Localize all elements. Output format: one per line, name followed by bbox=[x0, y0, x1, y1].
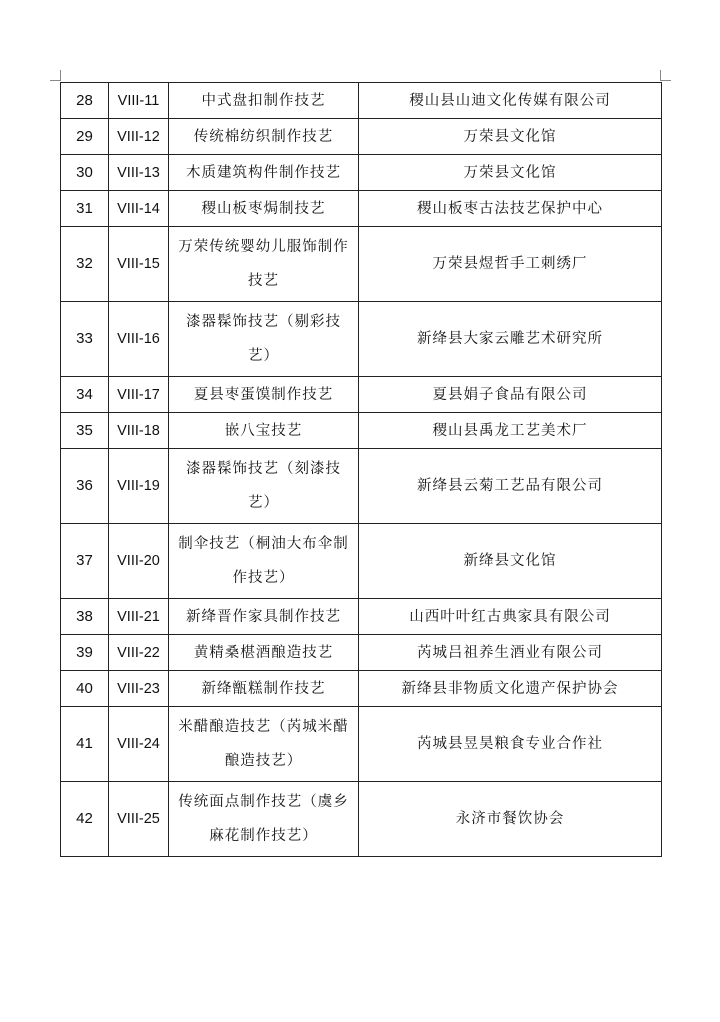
item-name: 稷山板枣焗制技艺 bbox=[169, 191, 359, 227]
row-number: 29 bbox=[61, 119, 109, 155]
protection-unit: 万荣县煜哲手工刺绣厂 bbox=[359, 227, 662, 302]
protection-unit: 稷山县禹龙工艺美术厂 bbox=[359, 413, 662, 449]
item-code: VIII-23 bbox=[109, 671, 169, 707]
item-code: VIII-20 bbox=[109, 524, 169, 599]
table-row bbox=[61, 377, 662, 413]
row-number: 41 bbox=[61, 707, 109, 782]
row-number: 37 bbox=[61, 524, 109, 599]
item-code: VIII-19 bbox=[109, 449, 169, 524]
table-row bbox=[61, 227, 662, 302]
table-row bbox=[61, 599, 662, 635]
item-name: 木质建筑构件制作技艺 bbox=[169, 155, 359, 191]
item-name: 漆器髹饰技艺（刻漆技艺） bbox=[169, 449, 359, 524]
item-name: 嵌八宝技艺 bbox=[169, 413, 359, 449]
protection-unit: 万荣县文化馆 bbox=[359, 155, 662, 191]
row-number: 38 bbox=[61, 599, 109, 635]
protection-unit: 稷山板枣古法技艺保护中心 bbox=[359, 191, 662, 227]
protection-unit: 新绛县文化馆 bbox=[359, 524, 662, 599]
item-code: VIII-13 bbox=[109, 155, 169, 191]
protection-unit: 新绛县大家云雕艺术研究所 bbox=[359, 302, 662, 377]
item-code: VIII-14 bbox=[109, 191, 169, 227]
row-number: 36 bbox=[61, 449, 109, 524]
row-number: 34 bbox=[61, 377, 109, 413]
table-row bbox=[61, 707, 662, 782]
table-row bbox=[61, 83, 662, 119]
protection-unit: 新绛县云菊工艺品有限公司 bbox=[359, 449, 662, 524]
protection-unit: 夏县娟子食品有限公司 bbox=[359, 377, 662, 413]
table-row bbox=[61, 413, 662, 449]
crop-mark-top-right bbox=[660, 70, 671, 81]
item-name: 万荣传统婴幼儿服饰制作技艺 bbox=[169, 227, 359, 302]
item-code: VIII-12 bbox=[109, 119, 169, 155]
table-row bbox=[61, 524, 662, 599]
item-code: VIII-17 bbox=[109, 377, 169, 413]
protection-unit: 稷山县山迪文化传媒有限公司 bbox=[359, 83, 662, 119]
item-code: VIII-21 bbox=[109, 599, 169, 635]
table-row bbox=[61, 119, 662, 155]
item-name: 制伞技艺（桐油大布伞制作技艺） bbox=[169, 524, 359, 599]
table-row bbox=[61, 671, 662, 707]
table-row bbox=[61, 302, 662, 377]
protection-unit: 芮城县昱昊粮食专业合作社 bbox=[359, 707, 662, 782]
row-number: 40 bbox=[61, 671, 109, 707]
row-number: 30 bbox=[61, 155, 109, 191]
item-code: VIII-18 bbox=[109, 413, 169, 449]
row-number: 28 bbox=[61, 83, 109, 119]
row-number: 39 bbox=[61, 635, 109, 671]
item-code: VIII-25 bbox=[109, 782, 169, 857]
item-name: 新绛甑糕制作技艺 bbox=[169, 671, 359, 707]
table-row bbox=[61, 782, 662, 857]
item-name: 新绛晋作家具制作技艺 bbox=[169, 599, 359, 635]
table-row bbox=[61, 449, 662, 524]
item-name: 夏县枣蛋馍制作技艺 bbox=[169, 377, 359, 413]
item-name: 传统面点制作技艺（虞乡麻花制作技艺） bbox=[169, 782, 359, 857]
item-code: VIII-24 bbox=[109, 707, 169, 782]
row-number: 32 bbox=[61, 227, 109, 302]
item-name: 漆器髹饰技艺（剔彩技艺） bbox=[169, 302, 359, 377]
item-name: 黄精桑椹酒酿造技艺 bbox=[169, 635, 359, 671]
item-name: 米醋酿造技艺（芮城米醋酿造技艺） bbox=[169, 707, 359, 782]
row-number: 42 bbox=[61, 782, 109, 857]
item-code: VIII-11 bbox=[109, 83, 169, 119]
protection-unit: 芮城吕祖养生酒业有限公司 bbox=[359, 635, 662, 671]
table-row bbox=[61, 155, 662, 191]
crop-mark-top-left bbox=[50, 70, 61, 81]
protection-unit: 新绛县非物质文化遗产保护协会 bbox=[359, 671, 662, 707]
item-name: 传统棉纺织制作技艺 bbox=[169, 119, 359, 155]
row-number: 33 bbox=[61, 302, 109, 377]
table-row bbox=[61, 191, 662, 227]
heritage-items-table bbox=[60, 82, 662, 857]
item-code: VIII-15 bbox=[109, 227, 169, 302]
protection-unit: 万荣县文化馆 bbox=[359, 119, 662, 155]
protection-unit: 永济市餐饮协会 bbox=[359, 782, 662, 857]
item-code: VIII-22 bbox=[109, 635, 169, 671]
table-row bbox=[61, 635, 662, 671]
row-number: 35 bbox=[61, 413, 109, 449]
item-name: 中式盘扣制作技艺 bbox=[169, 83, 359, 119]
item-code: VIII-16 bbox=[109, 302, 169, 377]
row-number: 31 bbox=[61, 191, 109, 227]
protection-unit: 山西叶叶红古典家具有限公司 bbox=[359, 599, 662, 635]
